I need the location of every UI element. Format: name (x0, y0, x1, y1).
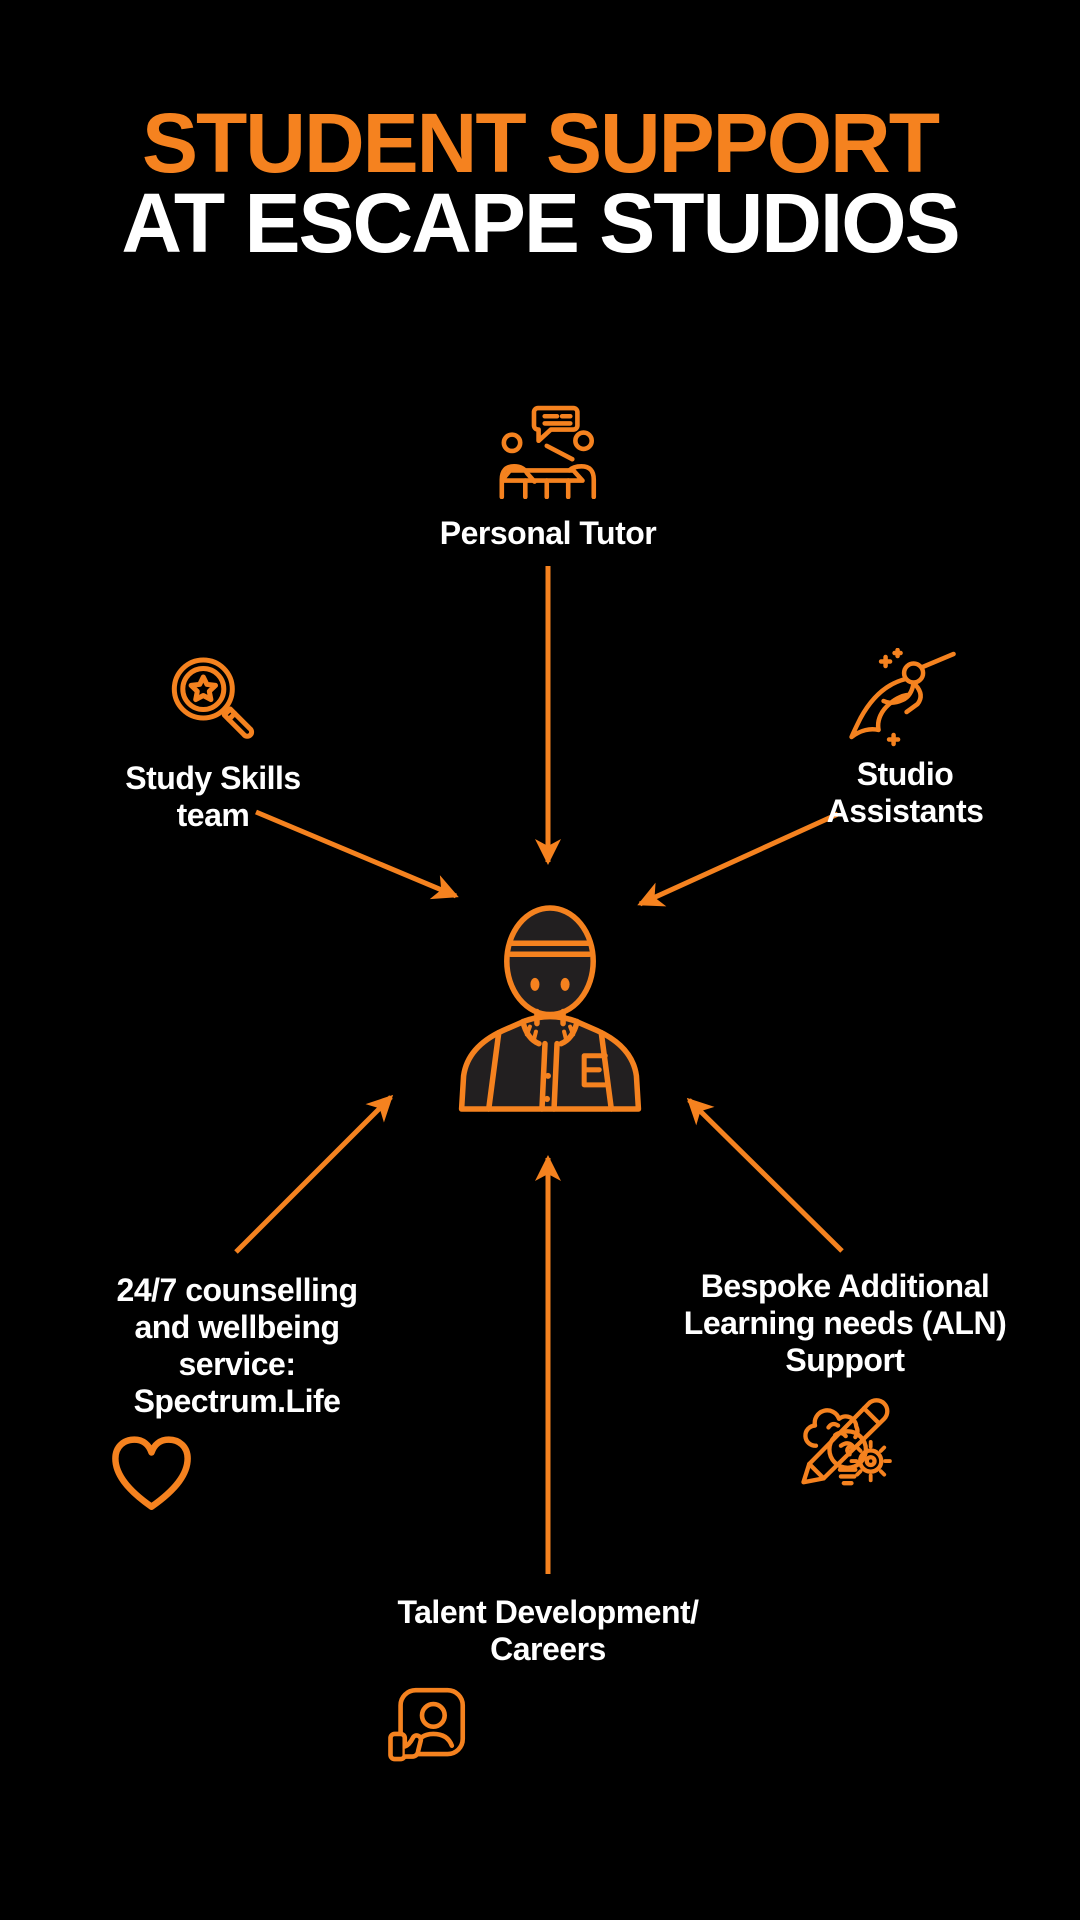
node-counselling (117, 1272, 358, 1514)
personal-tutor-label: Personal Tutor (439, 515, 657, 551)
counselling-label: 24/7 counselling and wellbeing service: Spectrum.Life (116, 1272, 358, 1420)
aln-label: Bespoke Additional Learning needs (ALN) Support (683, 1268, 1007, 1379)
tutor-meeting-icon (496, 405, 600, 499)
flying-superhero-icon (848, 648, 963, 748)
node-study-skills (125, 650, 300, 834)
title-line-orange: STUDENT SUPPORT (141, 96, 939, 190)
magnifier-star-icon (163, 650, 263, 752)
heart-icon (109, 1434, 195, 1514)
node-personal-tutor (440, 405, 656, 552)
node-talent (397, 1594, 698, 1770)
talent-label: Talent Development/ Careers (397, 1594, 699, 1668)
node-aln (684, 1268, 1006, 1487)
page-title (0, 96, 1080, 270)
creative-learning-icon (797, 1391, 893, 1487)
person-thumbs-up-icon (385, 1686, 469, 1770)
arrow-counselling-to-student (236, 1097, 391, 1252)
student-figure (452, 899, 644, 1112)
studio-assistants-label: Studio Assistants (826, 756, 984, 830)
title-line-white: AT ESCAPE STUDIOS (121, 175, 959, 270)
arrow-aln-to-student (689, 1100, 842, 1251)
study-skills-label: Study Skills team (125, 760, 301, 834)
arrow-studio-assistants-to-student (640, 814, 838, 904)
node-studio-assistants (827, 648, 984, 830)
